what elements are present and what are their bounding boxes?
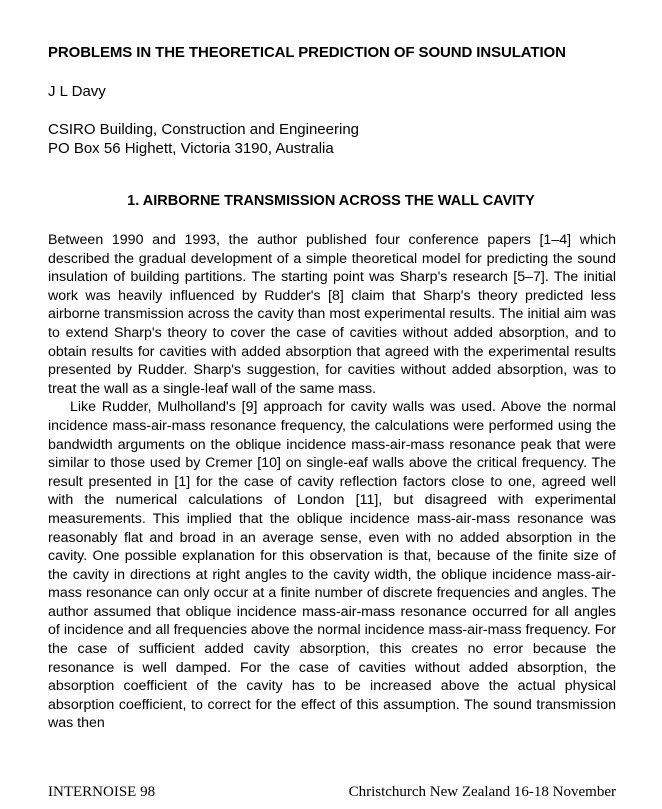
author-name: J L Davy <box>48 83 106 100</box>
affiliation-line-2: PO Box 56 Highett, Victoria 3190, Australia <box>48 140 334 157</box>
section-heading: 1. AIRBORNE TRANSMISSION ACROSS THE WALL CAVITY <box>127 193 535 209</box>
paragraph-2: Like Rudder, Mulholland's [9] approach for cavity walls was used. Above the normal incidence mass-air-mass resonance frequency, the calculations were performed using the bandwidth arguments on the oblique incidence mass-air-mass resonance peak that were similar to those used by Cremer [10] on single-eaf walls above the critical frequency. The result presented in [1] for the case of cavity reflection factors close to one, agreed well with the numerical calculations of London [11], but disagreed with experimental measurements. This implied that the oblique incidence mass-air-mass resonance was reasonably flat and broad in an average sense, even with no added absorption in the cavity. One possible explanation for this observation is that, because of the finite size of the cavity in directions at right angles to the cavity width, the oblique incidence mass-air-mass resonance can only occur at a finite number of discrete frequencies and angles. The author assumed that oblique incidence mass-air-mass resonance occurred for all angles of incidence and all frequencies above the normal incidence mass-air-mass frequency. For the case of sufficient added cavity absorption, this creates no error because the resonance is well damped. For the case of cavities without added absorption, the absorption coefficient of the cavity has to be increased above the actual physical absorption coefficient, to correct for the effect of this assumption. The sound transmission was then <box>48 399 616 732</box>
paragraph-1: Between 1990 and 1993, the author published four conference papers [1–4] which described the gradual development of a simple theoretical model for predicting the sound insulation of building partitions. The starting point was Sharp's research [5–7]. The initial work was heavily influenced by Rudder's [8] claim that Sharp's theory predicted less airborne transmission across the cavity than most experimental results. The initial aim was to extend Sharp's theory to cover the case of cavities without added absorption, and to obtain results for cavities with added absorption that agreed with the experimental results presented by Rudder. Sharp's suggestion, for cavities without added absorption, was to treat the wall as a single-leaf wall of the same mass. <box>48 232 616 397</box>
footer-location-date: Christchurch New Zealand 16-18 November <box>348 784 616 800</box>
body-text <box>48 231 616 733</box>
footer-conference: INTERNOISE 98 <box>48 784 156 800</box>
author-affiliation <box>48 120 608 158</box>
affiliation-line-1: CSIRO Building, Construction and Engineering <box>48 121 360 138</box>
page-footer <box>48 784 616 804</box>
paper-title: PROBLEMS IN THE THEORETICAL PREDICTION OF SOUND INSULATION <box>48 44 566 61</box>
